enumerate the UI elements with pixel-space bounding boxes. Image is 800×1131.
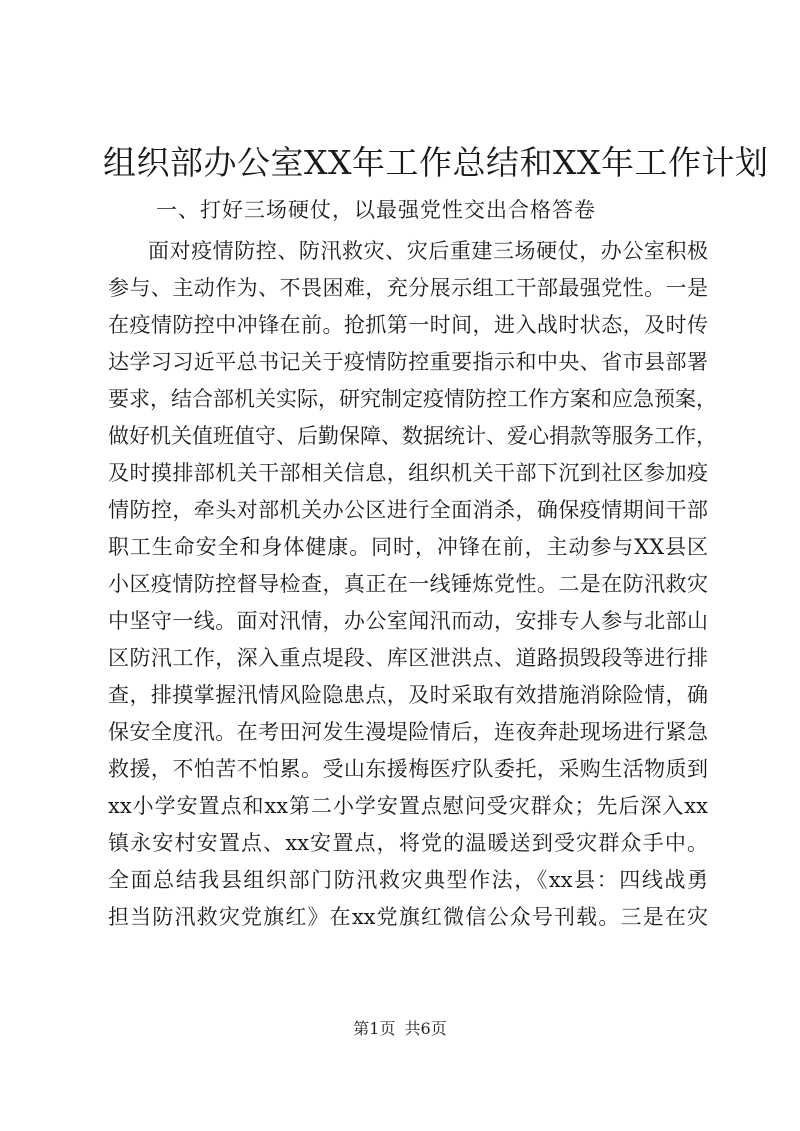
text-line: 中坚守一线。面对汛情，办公室闻汛而动，安排专人参与北部山 <box>108 609 708 633</box>
text-line: 职工生命安全和身体健康。同时，冲锋在前，主动参与XX县区 <box>108 535 708 559</box>
text-line: 及时摸排部机关干部相关信息，组织机关干部下沉到社区参加疫 <box>108 461 708 485</box>
body-paragraph <box>108 233 717 936</box>
text-line: 情防控，牵头对部机关办公区进行全面消杀，确保疫情期间干部 <box>108 498 708 522</box>
page-title: 组织部办公室XX年工作总结和XX年工作计划 <box>103 143 769 182</box>
text-line: 要求，结合部机关实际，研究制定疫情防控工作方案和应急预案， <box>108 387 717 411</box>
text-line: xx小学安置点和xx第二小学安置点慰问受灾群众；先后深入xx <box>108 794 708 818</box>
text-line: 做好机关值班值守、后勤保障、数据统计、爱心捐款等服务工作， <box>108 424 717 448</box>
text-line: 救援，不怕苦不怕累。受山东援梅医疗队委托，采购生活物质到 <box>108 757 708 781</box>
text-line: 达学习习近平总书记关于疫情防控重要指示和中央、省市县部署 <box>108 350 708 374</box>
text-line: 面对疫情防控、防汛救灾、灾后重建三场硬仗，办公室积极 <box>148 239 708 263</box>
page-number: 第1页 共6页 <box>353 1019 447 1038</box>
text-line: 区防汛工作，深入重点堤段、库区泄洪点、道路损毁段等进行排 <box>108 646 708 670</box>
text-line: 镇永安村安置点、xx安置点，将党的温暖送到受灾群众手中。 <box>108 831 708 855</box>
text-line: 保安全度汛。在考田河发生漫堤险情后，连夜奔赴现场进行紧急 <box>108 720 708 744</box>
section-heading: 一、打好三场硬仗，以最强党性交出合格答卷 <box>156 198 596 222</box>
text-line: 小区疫情防控督导检查，真正在一线锤炼党性。二是在防汛救灾 <box>108 572 708 596</box>
text-line: 担当防汛救灾党旗红》在xx党旗红微信公众号刊载。三是在灾 <box>108 905 708 929</box>
text-line: 全面总结我县组织部门防汛救灾典型作法，《xx县：四线战勇 <box>108 868 708 892</box>
text-line: 查，排摸掌握汛情风险隐患点，及时采取有效措施消除险情，确 <box>108 683 708 707</box>
text-line: 在疫情防控中冲锋在前。抢抓第一时间，进入战时状态，及时传 <box>108 313 708 337</box>
text-line: 参与、主动作为、不畏困难，充分展示组工干部最强党性。一是 <box>108 276 708 300</box>
